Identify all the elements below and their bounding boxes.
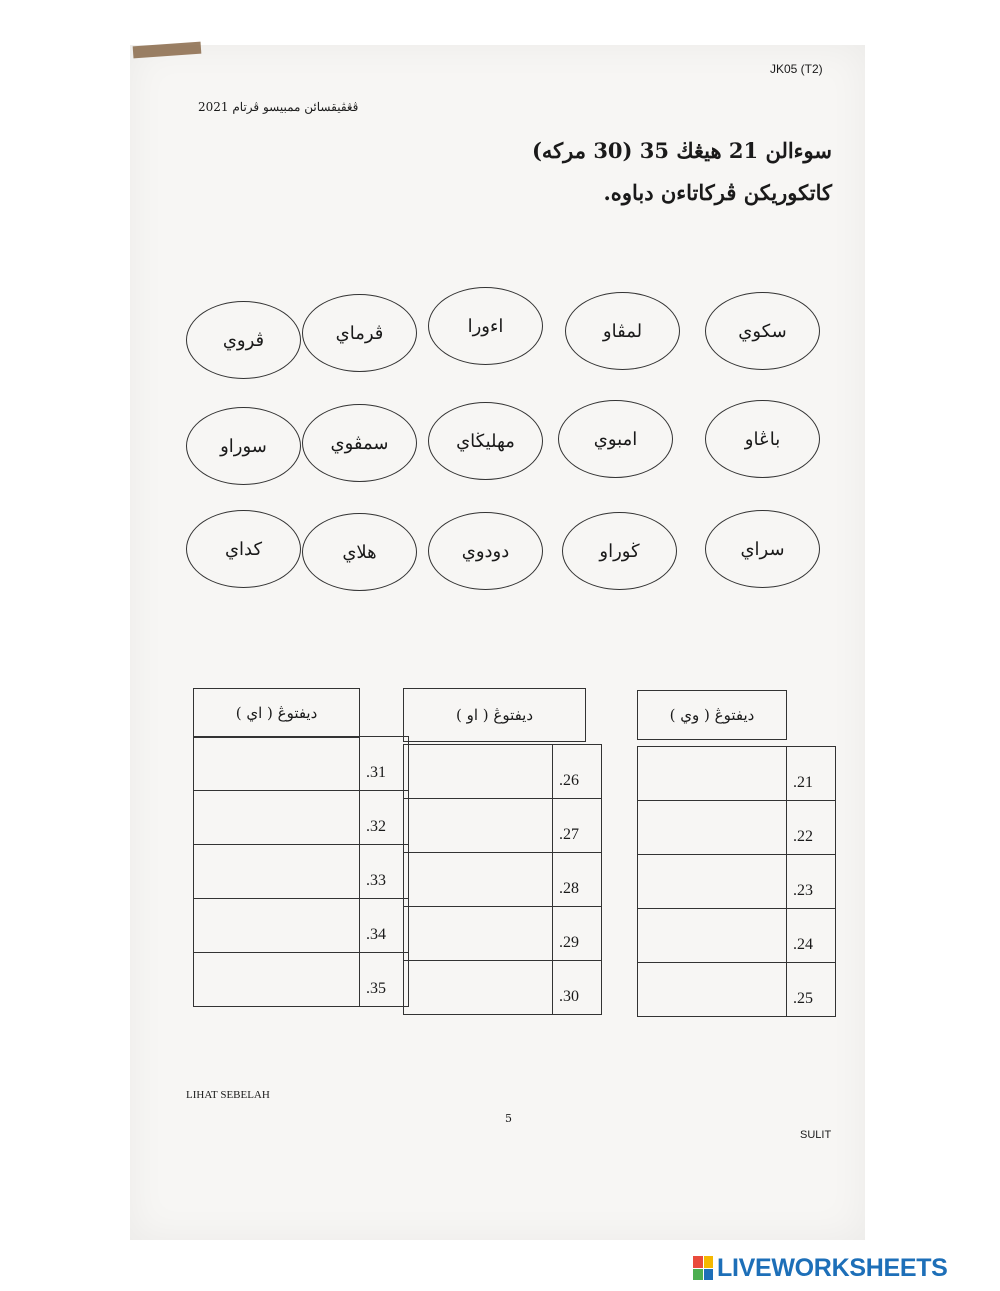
question-number: .24	[787, 909, 836, 963]
table-row	[194, 737, 409, 791]
footer-lihat-sebelah: LIHAT SEBELAH	[186, 1089, 270, 1101]
answer-cell[interactable]	[194, 737, 360, 791]
table-row	[638, 909, 836, 963]
paper-code: JK05 (T2)	[770, 62, 823, 76]
logo-text: LIVEWORKSHEETS	[717, 1253, 948, 1282]
question-number: .27	[553, 799, 602, 853]
table-row	[638, 801, 836, 855]
logo-square	[704, 1269, 714, 1281]
answer-cell[interactable]	[194, 953, 360, 1007]
table-row	[194, 845, 409, 899]
page-number: 5	[505, 1112, 512, 1125]
question-number: .30	[553, 961, 602, 1015]
answer-table-ai	[193, 736, 409, 1007]
table-row	[194, 899, 409, 953]
question-number: .32	[360, 791, 409, 845]
word-oval: ڬوراو	[562, 512, 677, 590]
footer-sulit: SULIT	[800, 1129, 832, 1141]
word-oval: باڠاو	[705, 400, 820, 478]
question-instruction: کاتکوريکن ڤرکاتاءن دباوه.	[603, 180, 832, 205]
question-number: .25	[787, 963, 836, 1017]
word-oval: کداي	[186, 510, 301, 588]
word-oval: مهليڬاي	[428, 402, 543, 480]
answer-cell[interactable]	[638, 801, 787, 855]
worksheet-page	[130, 45, 865, 1240]
answer-cell[interactable]	[638, 909, 787, 963]
word-oval: اءورا	[428, 287, 543, 365]
answer-cell[interactable]	[638, 747, 787, 801]
answer-cell[interactable]	[194, 791, 360, 845]
table-row	[638, 747, 836, 801]
table-header-au: ديفتوڠ ( او )	[403, 688, 586, 742]
word-oval: سکوي	[705, 292, 820, 370]
question-number: .29	[553, 907, 602, 961]
logo-squares-icon	[693, 1256, 713, 1280]
question-number: .23	[787, 855, 836, 909]
logo-square	[704, 1256, 714, 1268]
word-oval: سمڤوي	[302, 404, 417, 482]
table-row	[404, 799, 602, 853]
table-header-ai: ديفتوڠ ( اي )	[193, 688, 360, 738]
word-oval: امبوي	[558, 400, 673, 478]
answer-table-au	[403, 744, 602, 1015]
question-number: .26	[553, 745, 602, 799]
table-row	[404, 853, 602, 907]
question-range: سوءالن 21 هيڠڬ 35 (30 مرکه)	[531, 138, 832, 163]
answer-cell[interactable]	[404, 745, 553, 799]
question-number: .33	[360, 845, 409, 899]
logo-square	[693, 1269, 703, 1281]
question-number: .31	[360, 737, 409, 791]
question-number: .21	[787, 747, 836, 801]
word-oval: ڤروي	[186, 301, 301, 379]
table-row	[404, 907, 602, 961]
question-number: .28	[553, 853, 602, 907]
question-number: .22	[787, 801, 836, 855]
word-oval: ڤرماي	[302, 294, 417, 372]
question-number: .34	[360, 899, 409, 953]
question-number: .35	[360, 953, 409, 1007]
answer-cell[interactable]	[404, 961, 553, 1015]
answer-cell[interactable]	[194, 899, 360, 953]
answer-cell[interactable]	[638, 855, 787, 909]
answer-cell[interactable]	[404, 799, 553, 853]
table-row	[194, 791, 409, 845]
answer-cell[interactable]	[638, 963, 787, 1017]
answer-cell[interactable]	[404, 853, 553, 907]
table-header-wi: ديفتوڠ ( وي )	[637, 690, 787, 740]
answer-cell[interactable]	[194, 845, 360, 899]
table-row	[194, 953, 409, 1007]
table-row	[638, 855, 836, 909]
word-oval: دودوي	[428, 512, 543, 590]
liveworksheets-logo[interactable]	[693, 1255, 948, 1281]
logo-square	[693, 1256, 703, 1268]
table-row	[404, 745, 602, 799]
answer-table-wi	[637, 746, 836, 1017]
word-oval: لمڤاو	[565, 292, 680, 370]
table-row	[638, 963, 836, 1017]
word-oval: سراي	[705, 510, 820, 588]
answer-cell[interactable]	[404, 907, 553, 961]
word-oval: سوراو	[186, 407, 301, 485]
table-row	[404, 961, 602, 1015]
word-oval: هلاي	[302, 513, 417, 591]
exam-title: ڤڠڤيقسائن ممبيسو ڤرتام 2021	[198, 100, 359, 114]
